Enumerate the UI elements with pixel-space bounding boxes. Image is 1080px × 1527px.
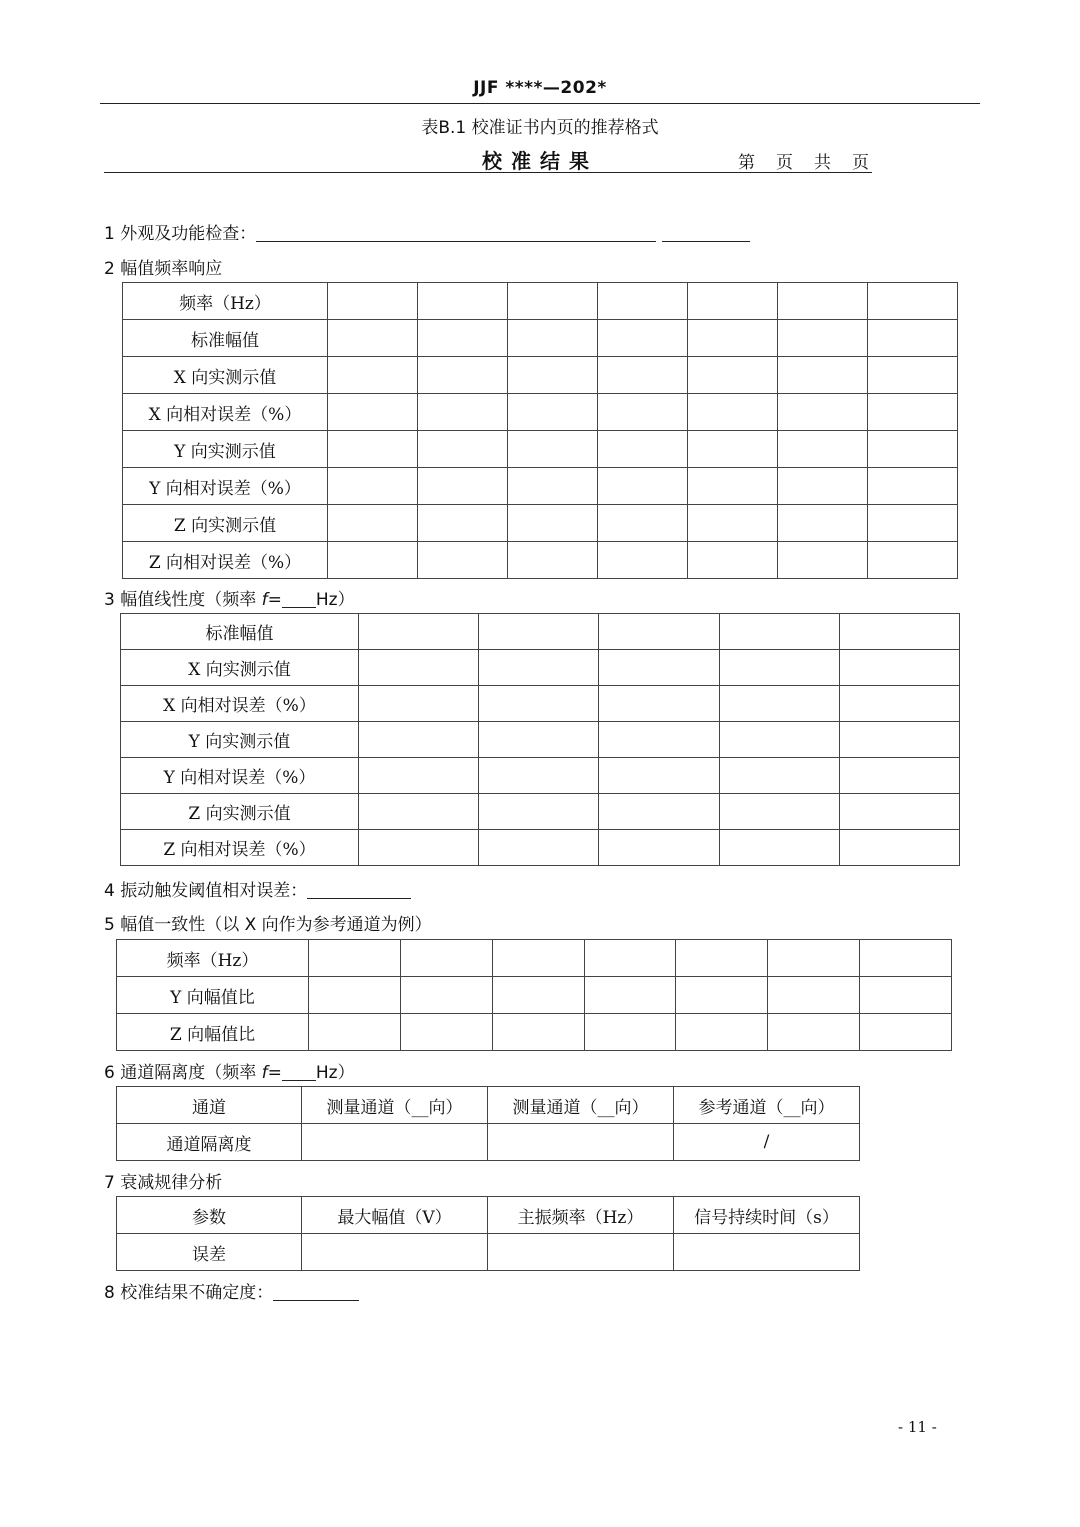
data-cell[interactable] (479, 830, 599, 866)
data-cell[interactable] (328, 320, 418, 357)
data-cell[interactable] (359, 614, 479, 650)
data-cell[interactable] (778, 357, 868, 394)
data-cell[interactable] (492, 1014, 584, 1051)
standard-code: JJF ****—202* (473, 78, 607, 98)
data-cell[interactable] (674, 1234, 860, 1271)
data-cell[interactable] (778, 468, 868, 505)
data-cell[interactable] (400, 940, 492, 977)
data-cell[interactable] (768, 940, 860, 977)
data-cell[interactable] (839, 758, 959, 794)
data-cell[interactable] (479, 794, 599, 830)
row-label: X 向相对误差（%） (123, 394, 328, 431)
data-cell[interactable] (719, 722, 839, 758)
data-cell[interactable] (719, 758, 839, 794)
data-cell[interactable] (778, 320, 868, 357)
section-label: 6 通道隔离度（频率 (104, 1063, 262, 1083)
row-label: Y 向相对误差（%） (121, 758, 359, 794)
data-cell[interactable] (492, 977, 584, 1014)
data-cell[interactable] (839, 722, 959, 758)
frequency-response-table (122, 282, 958, 579)
data-cell[interactable] (584, 977, 676, 1014)
data-cell[interactable] (400, 977, 492, 1014)
data-cell[interactable] (508, 394, 598, 431)
page-info-word: 第 (738, 153, 757, 173)
isolation-table (116, 1086, 860, 1161)
table-row (123, 394, 958, 431)
data-cell[interactable] (418, 431, 508, 468)
table-row (117, 940, 952, 977)
data-cell[interactable] (488, 1234, 674, 1271)
data-cell[interactable] (328, 431, 418, 468)
equals-sign: = (267, 1063, 282, 1083)
data-cell[interactable] (599, 758, 719, 794)
results-title: 校准结果 (482, 149, 598, 173)
data-cell[interactable] (418, 320, 508, 357)
data-cell[interactable] (598, 431, 688, 468)
row-label: Z 向相对误差（%） (123, 542, 328, 579)
slash-cell: / (674, 1124, 860, 1161)
data-cell[interactable] (359, 794, 479, 830)
data-cell[interactable] (479, 614, 599, 650)
data-cell[interactable] (302, 1124, 488, 1161)
data-cell[interactable] (359, 758, 479, 794)
data-cell[interactable] (479, 650, 599, 686)
data-cell[interactable] (400, 1014, 492, 1051)
fill-blank[interactable] (256, 225, 656, 242)
page-info-word: 页 (852, 153, 871, 173)
data-cell[interactable] (778, 431, 868, 468)
row-label: 频率（Hz） (117, 940, 309, 977)
data-cell[interactable] (508, 283, 598, 320)
data-cell[interactable] (719, 830, 839, 866)
data-cell[interactable] (868, 431, 958, 468)
page-info-word: 页 (776, 153, 795, 173)
table-row (117, 977, 952, 1014)
data-cell[interactable] (359, 650, 479, 686)
data-cell[interactable] (479, 758, 599, 794)
frequency-symbol: f (261, 590, 268, 610)
row-label: Z 向相对误差（%） (121, 830, 359, 866)
data-cell[interactable] (860, 940, 952, 977)
table-row (121, 830, 960, 866)
page-info-word: 共 (814, 153, 833, 173)
header-cell: 测量通道（__向） (488, 1087, 674, 1124)
consistency-table (116, 939, 952, 1051)
data-cell[interactable] (328, 394, 418, 431)
data-cell[interactable] (584, 1014, 676, 1051)
row-label: 频率（Hz） (123, 283, 328, 320)
data-cell[interactable] (328, 542, 418, 579)
data-cell[interactable] (599, 722, 719, 758)
data-cell[interactable] (359, 722, 479, 758)
section-label: 3 幅值线性度（频率 (104, 590, 262, 610)
data-cell[interactable] (839, 686, 959, 722)
row-label: Z 向实测示值 (123, 505, 328, 542)
data-cell[interactable] (868, 468, 958, 505)
header-cell: 参数 (117, 1197, 302, 1234)
data-cell[interactable] (302, 1234, 488, 1271)
header-cell: 参考通道（__向） (674, 1087, 860, 1124)
data-cell[interactable] (479, 722, 599, 758)
data-cell[interactable] (508, 505, 598, 542)
data-cell[interactable] (508, 431, 598, 468)
data-cell[interactable] (778, 542, 868, 579)
data-cell[interactable] (839, 614, 959, 650)
data-cell[interactable] (860, 977, 952, 1014)
data-cell[interactable] (599, 794, 719, 830)
data-cell[interactable] (309, 1014, 401, 1051)
section-uncertainty (104, 1278, 359, 1303)
fill-blank[interactable] (662, 225, 750, 242)
data-cell[interactable] (719, 686, 839, 722)
page-number: - 11 - (898, 1418, 937, 1436)
section-consistency-label: 5 幅值一致性（以 X 向作为参考通道为例） (104, 915, 432, 935)
data-cell[interactable] (868, 542, 958, 579)
section-frequency-response-label: 2 幅值频率响应 (104, 259, 223, 279)
section-label-suffix: Hz） (315, 590, 355, 610)
table-row (121, 794, 960, 830)
table-row (121, 722, 960, 758)
section-label: 8 校准结果不确定度： (104, 1283, 274, 1303)
table-row (117, 1014, 952, 1051)
row-label: Y 向实测示值 (121, 722, 359, 758)
section-label: 4 振动触发阈值相对误差： (104, 881, 308, 901)
data-cell[interactable] (868, 394, 958, 431)
data-cell[interactable] (688, 320, 778, 357)
data-cell[interactable] (508, 357, 598, 394)
data-cell[interactable] (508, 468, 598, 505)
data-cell[interactable] (418, 394, 508, 431)
data-cell[interactable] (719, 650, 839, 686)
data-cell[interactable] (839, 650, 959, 686)
fill-blank[interactable] (307, 882, 411, 899)
data-cell[interactable] (418, 505, 508, 542)
table-row (123, 505, 958, 542)
header-cell: 信号持续时间（s） (674, 1197, 860, 1234)
data-cell[interactable] (860, 1014, 952, 1051)
data-cell[interactable] (688, 357, 778, 394)
table-caption: 表B.1 校准证书内页的推荐格式 (421, 118, 659, 138)
data-cell[interactable] (768, 1014, 860, 1051)
data-cell[interactable] (418, 468, 508, 505)
table-row (123, 357, 958, 394)
data-cell[interactable] (676, 977, 768, 1014)
header-rule (100, 103, 980, 104)
header-cell: 主振频率（Hz） (488, 1197, 674, 1234)
row-label: Y 向相对误差（%） (123, 468, 328, 505)
data-cell[interactable] (688, 542, 778, 579)
data-cell[interactable] (598, 357, 688, 394)
data-cell[interactable] (598, 320, 688, 357)
frequency-symbol: f (261, 1063, 268, 1083)
data-cell[interactable] (688, 505, 778, 542)
attenuation-table (116, 1196, 860, 1271)
data-cell[interactable] (688, 283, 778, 320)
data-cell[interactable] (839, 794, 959, 830)
section-attenuation-label: 7 衰减规律分析 (104, 1173, 223, 1193)
row-label: 标准幅值 (121, 614, 359, 650)
table-row (123, 283, 958, 320)
row-label: Z 向幅值比 (117, 1014, 309, 1051)
data-cell[interactable] (418, 542, 508, 579)
header-cell: 最大幅值（V） (302, 1197, 488, 1234)
data-cell[interactable] (688, 431, 778, 468)
section-appearance-check (104, 219, 750, 244)
table-row (121, 686, 960, 722)
data-cell[interactable] (598, 394, 688, 431)
row-label: Z 向实测示值 (121, 794, 359, 830)
section-linearity-label (104, 585, 355, 610)
table-row (121, 650, 960, 686)
row-label: X 向实测示值 (121, 650, 359, 686)
table-row (123, 431, 958, 468)
header-cell: 通道 (117, 1087, 302, 1124)
table-row (123, 320, 958, 357)
row-label: X 向相对误差（%） (121, 686, 359, 722)
data-cell[interactable] (508, 320, 598, 357)
page-info (738, 148, 876, 173)
data-cell[interactable] (599, 650, 719, 686)
row-label: 通道隔离度 (117, 1124, 302, 1161)
row-label: 误差 (117, 1234, 302, 1271)
section-trigger-threshold (104, 876, 411, 901)
fill-blank[interactable] (273, 1284, 359, 1301)
data-cell[interactable] (328, 505, 418, 542)
data-cell[interactable] (598, 283, 688, 320)
data-cell[interactable] (309, 977, 401, 1014)
section-label-suffix: Hz） (315, 1063, 355, 1083)
data-cell[interactable] (676, 1014, 768, 1051)
data-cell[interactable] (688, 394, 778, 431)
title-rule (104, 172, 872, 173)
row-label: 标准幅值 (123, 320, 328, 357)
data-cell[interactable] (719, 614, 839, 650)
table-row (123, 542, 958, 579)
data-cell[interactable] (778, 394, 868, 431)
data-cell[interactable] (488, 1124, 674, 1161)
table-row (121, 758, 960, 794)
data-cell[interactable] (492, 940, 584, 977)
data-cell[interactable] (508, 542, 598, 579)
data-cell[interactable] (868, 357, 958, 394)
data-cell[interactable] (598, 468, 688, 505)
data-cell[interactable] (584, 940, 676, 977)
data-cell[interactable] (418, 357, 508, 394)
data-cell[interactable] (479, 686, 599, 722)
table-row (123, 468, 958, 505)
data-cell[interactable] (598, 505, 688, 542)
data-cell[interactable] (768, 977, 860, 1014)
row-label: Y 向幅值比 (117, 977, 309, 1014)
data-cell[interactable] (359, 830, 479, 866)
row-label: X 向实测示值 (123, 357, 328, 394)
row-label: Y 向实测示值 (123, 431, 328, 468)
data-cell[interactable] (328, 283, 418, 320)
section-isolation-label (104, 1058, 355, 1083)
data-cell[interactable] (599, 686, 719, 722)
data-cell[interactable] (328, 468, 418, 505)
equals-sign: = (267, 590, 282, 610)
data-cell[interactable] (676, 940, 768, 977)
data-cell[interactable] (868, 283, 958, 320)
section-label: 1 外观及功能检查： (104, 224, 257, 244)
header-cell: 测量通道（__向） (302, 1087, 488, 1124)
data-cell[interactable] (778, 283, 868, 320)
data-cell[interactable] (418, 283, 508, 320)
data-cell[interactable] (778, 505, 868, 542)
fill-blank[interactable] (282, 1064, 316, 1081)
data-cell[interactable] (599, 830, 719, 866)
data-cell[interactable] (839, 830, 959, 866)
data-cell[interactable] (359, 686, 479, 722)
data-cell[interactable] (328, 357, 418, 394)
data-cell[interactable] (309, 940, 401, 977)
data-cell[interactable] (868, 320, 958, 357)
fill-blank[interactable] (282, 591, 316, 608)
table-row (121, 614, 960, 650)
linearity-table (120, 613, 960, 866)
data-cell[interactable] (598, 542, 688, 579)
data-cell[interactable] (719, 794, 839, 830)
data-cell[interactable] (868, 505, 958, 542)
data-cell[interactable] (688, 468, 778, 505)
data-cell[interactable] (599, 614, 719, 650)
